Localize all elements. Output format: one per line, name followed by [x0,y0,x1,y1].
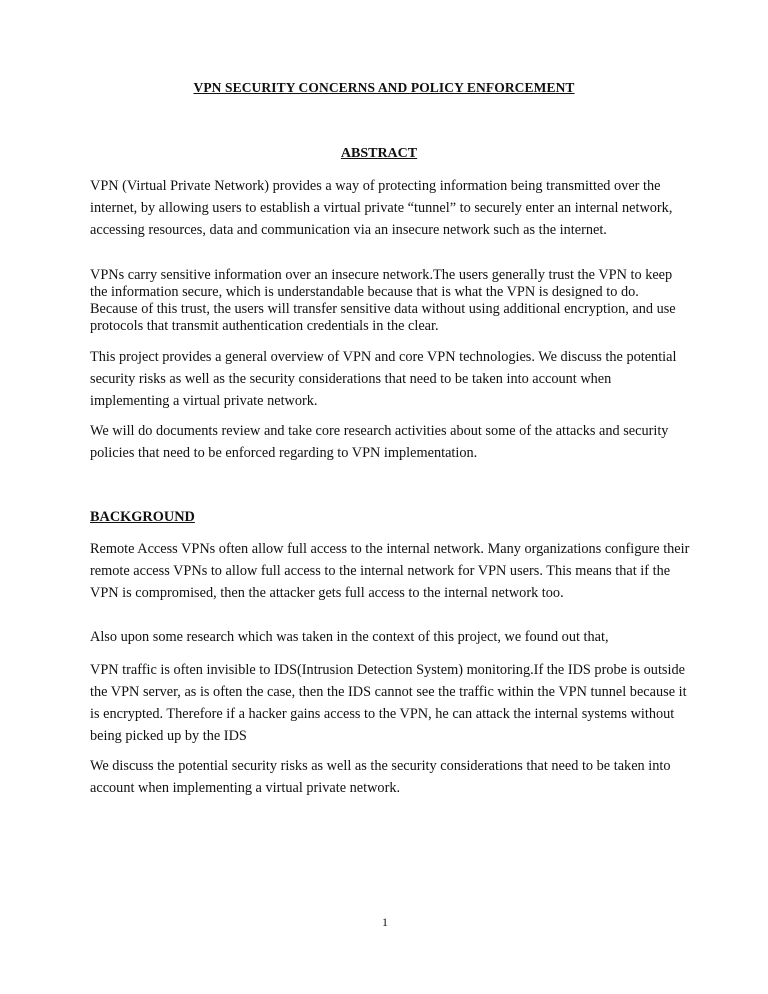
background-paragraph-3: VPN traffic is often invisible to IDS(Intrusion Detection System) monitoring.If the IDS probe is outside the VPN server, as is often the case, then the IDS cannot see the traffic within the VPN tunnel because it is encrypted. Therefore if a hacker gains access to the VPN, he can attack the internal systems without being picked up by the IDS [90,662,687,744]
abstract-paragraph-1: VPN (Virtual Private Network) provides a way of protecting information being transmitted over the internet, by allowing users to establish a virtual private “tunnel” to securely enter an internal network, accessing resources, data and communication via an insecure network such as the internet. [90,178,673,238]
abstract-heading-text: ABSTRACT [340,146,418,161]
background-heading: BACKGROUND [90,509,195,525]
page-number-text: 1 [382,915,388,929]
page-number [0,915,768,930]
background-paragraph-2: Also upon some research which was taken in the context of this project, we found out that, [90,629,609,645]
abstract-paragraph-2: VPNs carry sensitive information over an insecure network.The users generally trust the VPN to keep the information secure, which is understandable because that is what the VPN is designed to do. Because of this trust, the users will transfer sensitive data without using additional encryption, and use protocols that transmit authentication credentials in the clear. [90,267,676,334]
abstract-paragraph-3: This project provides a general overview of VPN and core VPN technologies. We discuss the potential security risks as well as the security considerations that need to be taken into account when implementing a virtual private network. [90,349,677,409]
background-paragraph-1: Remote Access VPNs often allow full access to the internal network. Many organizations configure their remote access VPNs to allow full access to the internal network for VPN users. This means that if the VPN is compromised, then the attacker gets full access to the internal network too. [90,541,690,601]
abstract-paragraph-4: We will do documents review and take core research activities about some of the attacks and security policies that need to be enforced regarding to VPN implementation. [90,423,669,461]
background-paragraph-4: We discuss the potential security risks as well as the security considerations that need to be taken into account when implementing a virtual private network. [90,758,671,796]
document-title: VPN SECURITY CONCERNS AND POLICY ENFORCEMENT [193,80,575,95]
abstract-heading [0,146,768,162]
